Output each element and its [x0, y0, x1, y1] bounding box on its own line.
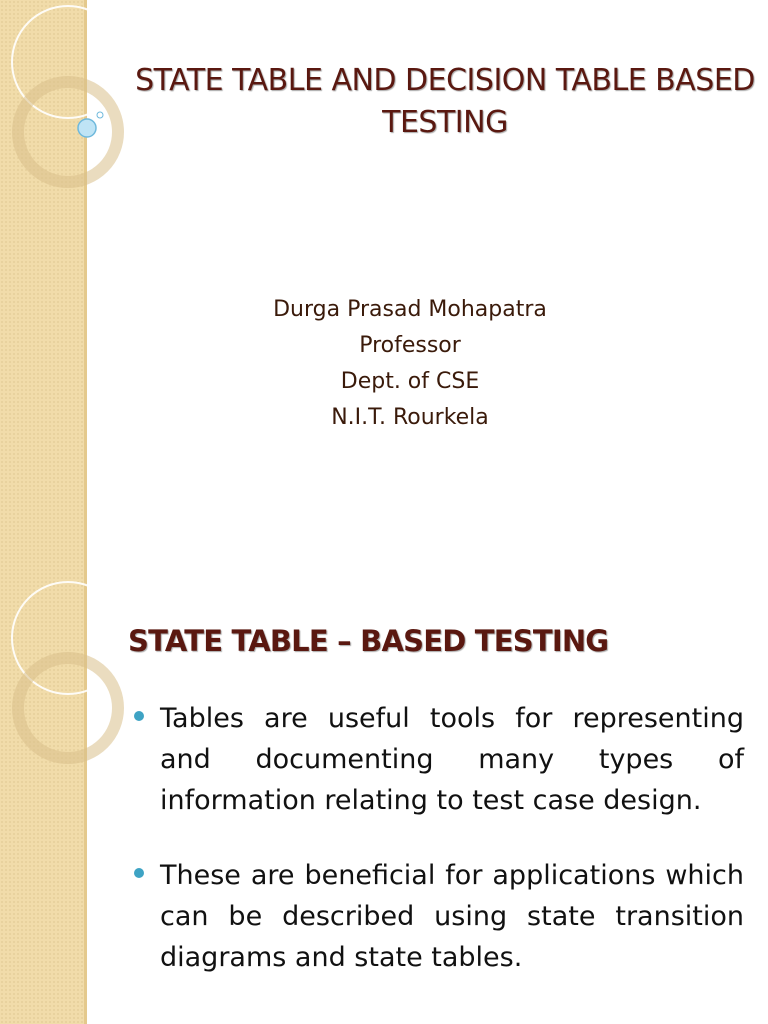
bullet-list — [134, 698, 744, 978]
slide-2 — [0, 576, 768, 1024]
bullet-icon — [134, 868, 144, 878]
bullet-icon — [134, 711, 144, 721]
slide-title: STATE TABLE – BASED TESTING — [128, 624, 609, 658]
slide-title: STATE TABLE AND DECISION TABLE BASED TESTING — [135, 63, 755, 140]
decorative-rings-icon — [0, 576, 130, 776]
author-position: Professor — [359, 333, 461, 358]
author-department: Dept. of CSE — [340, 369, 480, 394]
bullet-text: These are beneficial for applications which can be described using state transition diagrams and state tables. — [160, 860, 744, 973]
author-name: Durga Prasad Mohapatra — [273, 297, 547, 322]
author-institution: N.I.T. Rourkela — [331, 405, 489, 430]
bullet-text: Tables are useful tools for representing and documenting many types of information relating to test case design. — [160, 703, 744, 816]
author-block — [170, 292, 650, 436]
bullet-item — [134, 855, 744, 978]
bullet-item — [134, 698, 744, 821]
